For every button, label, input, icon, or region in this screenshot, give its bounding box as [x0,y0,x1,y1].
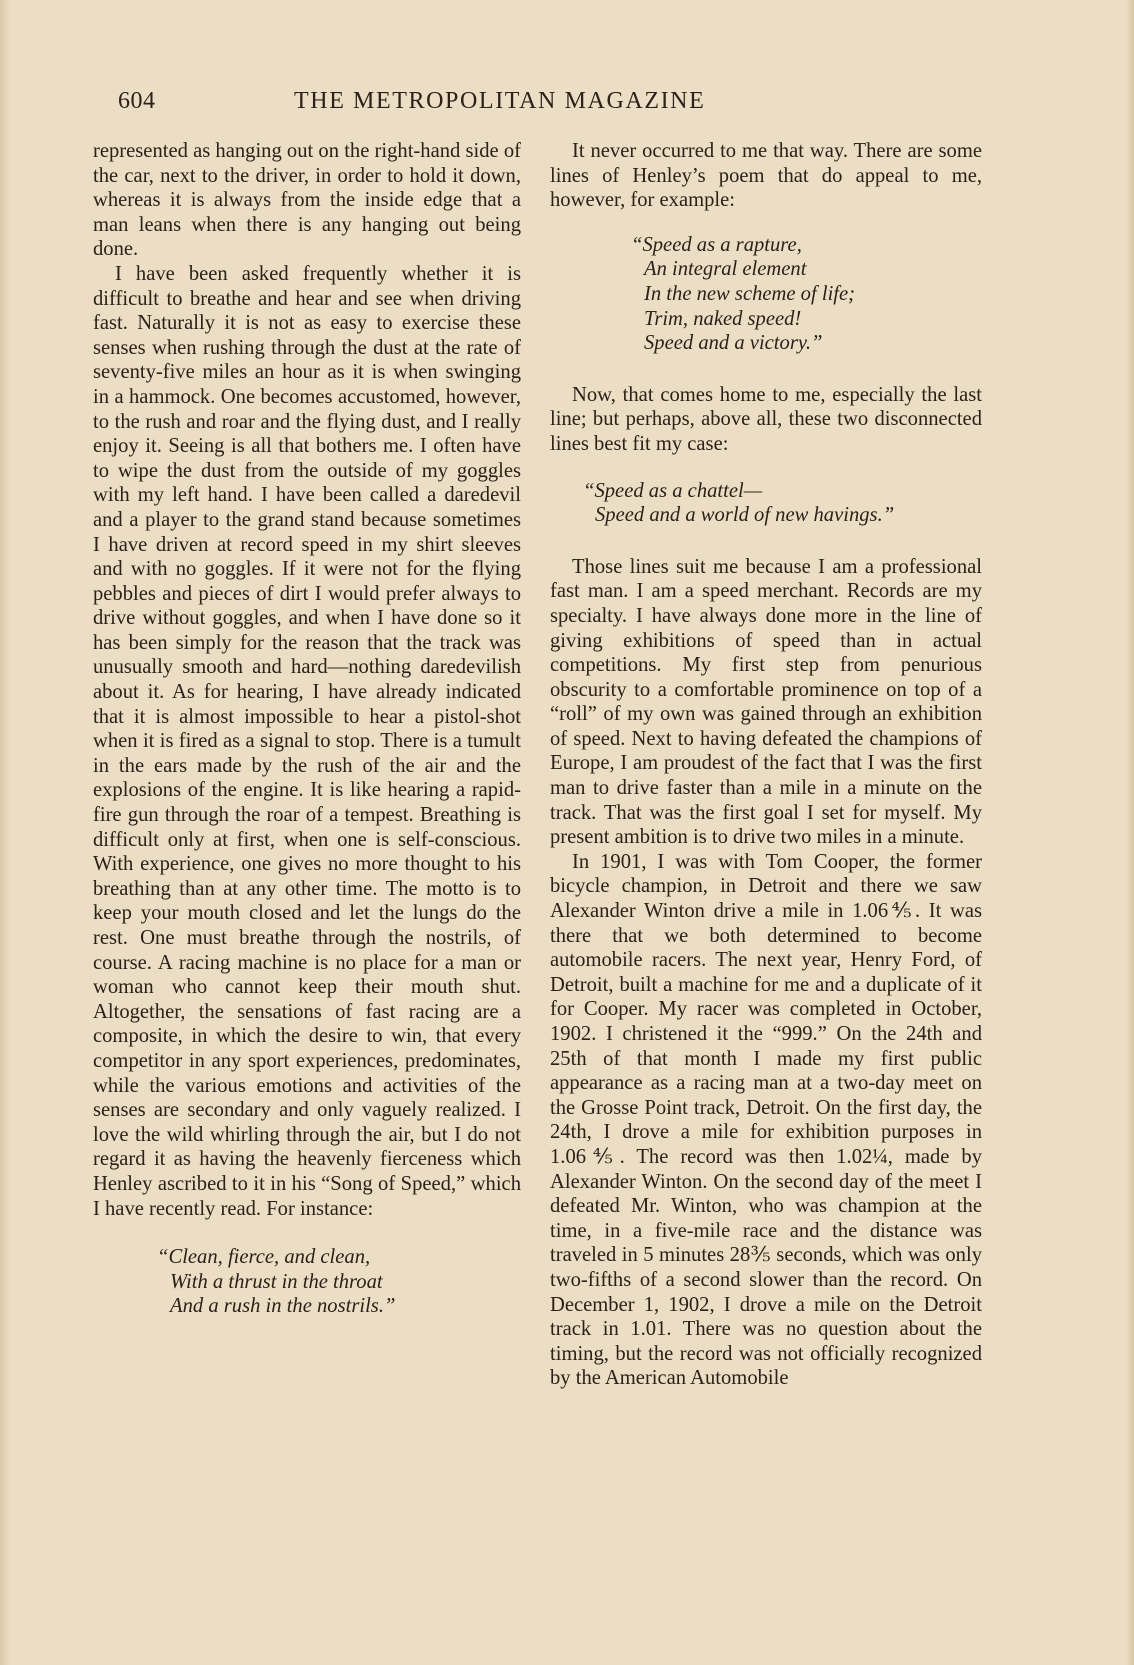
verse-line: With a thrust in the throat [170,1270,383,1293]
paragraph-left-1: represented as hanging out on the right-hand side of the car, next to the driver, in order to hold it down, whereas it is always from the inside edge that a man leans when there is any hanging out being done. [93,140,521,261]
verse-line: Trim, naked speed! [644,307,802,330]
verse-line: An integral element [644,258,807,281]
page-edge-left [0,0,10,1665]
verse-line: “Speed as a chattel— [583,479,763,502]
running-title: THE METROPOLITAN MAGAZINE [294,88,706,114]
page-header [118,88,998,122]
paragraph-right-1: It never occurred to me that way. There are some lines of Henley’s poem that do appeal to me, however, for example: [550,140,982,212]
right-column [550,139,982,1539]
verse-line: Speed and a victory.” [644,332,823,355]
verse-line: In the new scheme of life; [644,282,856,305]
verse-line: “Speed as a rapture, [631,233,802,256]
verse-line: And a rush in the nostrils.” [170,1295,396,1318]
paragraph-right-3: Those lines suit me because I am a professional fast man. I am a speed merchant. Records are my specialty. I have always done more in the line of giving exhibitions of speed than in actual competitions. My first step from penurious obscurity to a comfortable prominence on top of a “roll” of my own was gained through an exhibition of speed. Next to having defeated the champions of Europe, I am proudest of the fact that I was the first man to drive faster than a mile in a minute on the track. That was the first goal I set for myself. My present ambition is to drive two miles in a minute. [550,555,982,849]
verse-quote-right-1 [550,233,982,356]
verse-quote-left [93,1245,521,1319]
paragraph-right-4: In 1901, I was with Tom Cooper, the former bicycle champion, in Detroit and there we saw Alexander Winton drive a mile in 1.06⅘. It was there that we both determined to become automobile racers. The next year, Henry Ford, of Detroit, built a machine for me and a duplicate of it for Cooper. My racer was completed in October, 1902. I christened it the “999.” On the 24th and 25th of that month I made my first public appearance as a racing man at a two-day meet on the Grosse Point track, Detroit. On the first day, the 24th, I drove a mile for exhibition purposes in 1.06⅘. The record was then 1.02¼, made by Alexander Winton. On the second day of the meet I defeated Mr. Winton, who was champion at the time, in a five-mile race and the distance was traveled in 5 minutes 28⅗ seconds, which was only two-fifths of a second slower than the record. On December 1, 1902, I drove a mile on the Detroit track in 1.01. There was no question about the timing, but the record was not officially recognized by the American Automobile [550,850,982,1390]
verse-quote-right-2 [550,479,982,528]
paragraph-left-2: I have been asked frequently whether it is difficult to breathe and hear and see when driving fast. Naturally it is not as easy to exercise these senses when rushing through the dust at the rate of seventy-five miles an hour as it is when swinging in a hammock. One becomes accustomed, however, to the rush and roar and the flying dust, and I really enjoy it. Seeing is all that bothers me. I often have to wipe the dust from the outside of my goggles with my left hand. I have been called a daredevil and a player to the grand stand because sometimes I have driven at record speed in my shirt sleeves and with no goggles. If it were not for the flying pebbles and pieces of dirt I would prefer always to drive without goggles, and when I have done so it has been simply for the reason that the track was unusually smooth and hard—nothing daredevilish about it. As for hearing, I have already indicated that it is almost impossible to hear a pistol-shot when it is fired as a signal to stop. There is a tumult in the ears made by the rush of the air and the explosions of the engine. It is like hearing a rapid-fire gun through the roar of a tempest. Breathing is difficult only at first, when one is self-conscious. With experience, one gives no more thought to his breathing than at any other time. The motto is to keep your mouth closed and let the lungs do the rest. One must breathe through the nostrils, of course. A racing machine is no place for a man or woman who cannot keep their mouth shut. Altogether, the sensations of fast racing are a composite, in which the desire to win, that every competitor in any sport experiences, predominates, while the various emotions and activities of the senses are secondary and only vaguely realized. I love the wild whirling through the air, but I do not regard it as having the heavenly fierceness which Henley ascribed to it in his “Song of Speed,” which I have recently read. For instance: [93,262,521,1220]
paragraph-right-2: Now, that comes home to me, especially the last line; but perhaps, above all, these two disconnected lines best fit my case: [550,383,982,455]
page-edge-right [1126,0,1134,1665]
left-column [93,139,521,1539]
page-number: 604 [118,88,156,114]
verse-line: Speed and a world of new havings.” [595,504,895,527]
verse-line: “Clean, fierce, and clean, [157,1246,371,1269]
